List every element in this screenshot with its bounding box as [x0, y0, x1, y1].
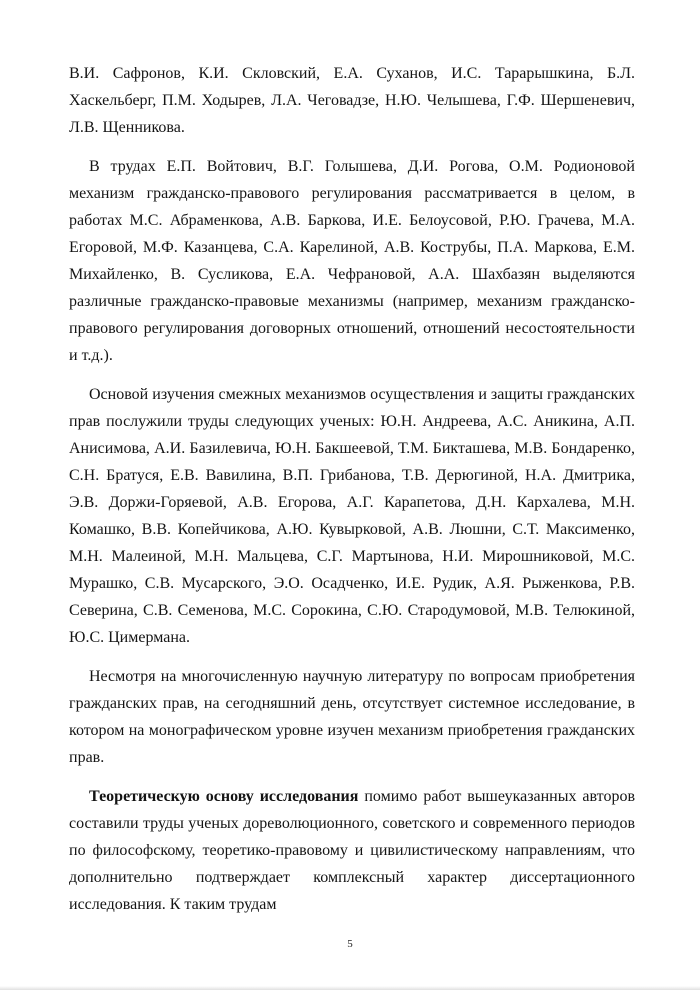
paragraph-3-text: Основой изучения смежных механизмов осуществления и защиты гражданских прав послужили труды следующих ученых: Ю.Н. Андреева, А.С. Аникина, А.П. Анисимова, А.И. Базилевича, Ю.Н. Бакшеевой, Т.М. Бикташева, М.В. Бондаренко, С.Н. Братуся, Е.В. Вавилина, В.П. Грибанова, Т.В. Дерюгиной, Н.А. Дмитрика, Э.В. Доржи-Горяевой, А.В. Егорова, А.Г. Карапетова, Д.Н. Кархалева, М.Н. Комашко, В.В. Копейчикова, А.Ю. Кувырковой, А.В. Люшни, С.Т. Максименко, М.Н. Малеиной, М.Н. Мальцева, С.Г. Мартынова, Н.И. Мирошниковой, М.С. Мурашко, С.В. Мусарского, Э.О. Осадченко, И.Е. Рудик, А.Я. Рыженкова, Р.В. Северина, С.В. Семенова, М.С. Сорокина, С.Ю. Стародумовой, М.В. Телюкиной, Ю.С. Цимермана. — [69, 386, 635, 646]
paragraph-2-text: В трудах Е.П. Войтович, В.Г. Голышева, Д.И. Рогова, О.М. Родионовой механизм гражданско-правового регулирования рассматривается в целом, в работах М.С. Абраменкова, А.В. Баркова, И.Е. Белоусовой, Р.Ю. Грачева, М.А. Егоровой, М.Ф. Казанцева, С.А. Карелиной, А.В. Кострубы, П.А. Маркова, Е.М. Михайленко, В. Сусликова, Е.А. Чефрановой, А.А. Шахбазян выделяются различные гражданско-правовые механизмы (например, механизм гражданско-правового регулирования договорных отношений, отношений несостоятельности и т.д.). — [69, 158, 635, 364]
paragraph-3 — [69, 381, 635, 651]
paragraph-1-text: В.И. Сафронов, К.И. Скловский, Е.А. Суханов, И.С. Тарарышкина, Б.Л. Хаскельберг, П.М. Ходырев, Л.А. Чеговадзе, Н.Ю. Челышева, Г.Ф. Шершеневич, Л.В. Щенникова. — [69, 65, 635, 136]
paragraph-5-text: помимо работ вышеуказанных авторов составили труды ученых дореволюционного, советского и современного периодов по философскому, теоретико-правовому и цивилистическому направлениям, что дополнительно подтверждает комплексный характер диссертационного исследования. К таким трудам — [69, 788, 635, 913]
page-number: 5 — [347, 938, 353, 950]
paragraph-4-text: Несмотря на многочисленную научную литературу по вопросам приобретения гражданских прав, на сегодняшний день, отсутствует системное исследование, в котором на монографическом уровне изучен механизм приобретения гражданских прав. — [69, 668, 635, 766]
paragraph-2 — [69, 153, 635, 369]
paragraph-5 — [69, 783, 635, 918]
document-body — [69, 60, 635, 930]
paragraph-5-bold-lead: Теоретическую основу исследования — [89, 788, 359, 805]
paragraph-4 — [69, 663, 635, 771]
paragraph-1 — [69, 60, 635, 141]
scan-edge-shadow — [0, 986, 700, 990]
